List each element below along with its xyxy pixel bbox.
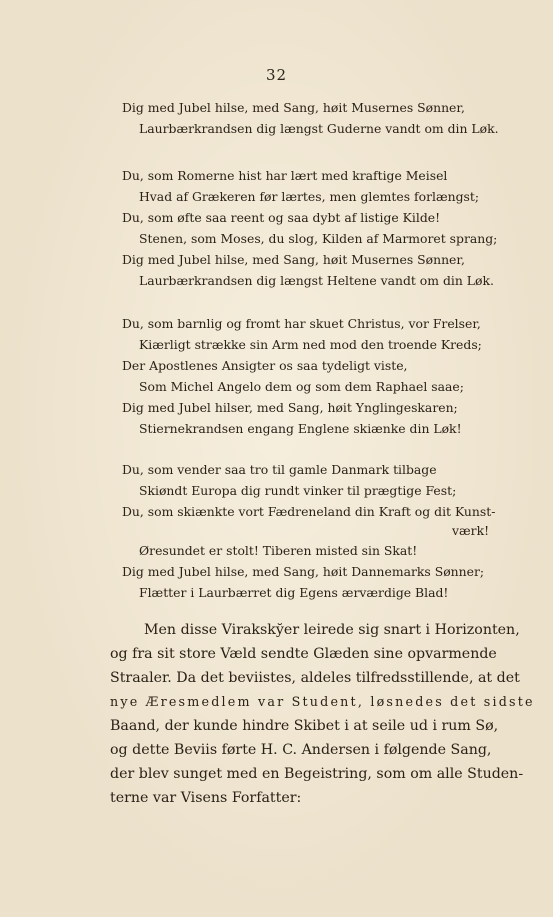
poem-line: Laurbærkrandsen dig længst Guderne vandt om din Løk.	[139, 121, 499, 136]
poem-line: Som Michel Angelo dem og som dem Raphael saae;	[139, 379, 464, 394]
poem-line: Stiernekrandsen engang Englene skiænke din Løk!	[139, 421, 462, 436]
poem-line: Du, som Romerne hist har lært med kraftige Meisel	[122, 168, 448, 183]
prose-line: og dette Beviis førte H. C. Andersen i følgende Sang,	[110, 742, 492, 758]
poem-line: Du, som barnlig og fromt har skuet Christus, vor Frelser,	[122, 316, 481, 331]
prose-line: Straaler. Da det beviistes, aldeles tilfredsstillende, at det	[110, 670, 520, 686]
poem-line: Dig med Jubel hilse, med Sang, høit Musernes Sønner,	[122, 252, 465, 267]
poem-line: Laurbærkrandsen dig længst Heltene vandt om din Løk.	[139, 273, 494, 288]
poem-line: Dig med Jubel hilser, med Sang, høit Ynglingeskaren;	[122, 400, 458, 415]
poem-line: Hvad af Grækeren før lærtes, men glemtes forlængst;	[139, 189, 480, 204]
prose-line: Men disse Viraksky̆er leirede sig snart i Horizonten,	[144, 622, 520, 638]
poem-line: Du, som skiænkte vort Fædreneland din Kraft og dit Kunst-	[122, 504, 496, 519]
poem-line: værk!	[452, 523, 490, 538]
prose-line: og fra sit store Væld sendte Glæden sine opvarmende	[110, 646, 497, 662]
poem-line: Dig med Jubel hilse, med Sang, høit Dannemarks Sønner;	[122, 564, 485, 579]
prose-line: nye Æresmedlem var Student, løsnedes det sidste	[110, 694, 535, 709]
prose-line: terne var Visens Forfatter:	[110, 790, 302, 806]
poem-line: Flætter i Laurbærret dig Egens ærværdige Blad!	[139, 585, 449, 600]
poem-line: Kiærligt strække sin Arm ned mod den troende Kreds;	[139, 337, 482, 352]
poem-line: Stenen, som Moses, du slog, Kilden af Marmoret sprang;	[139, 231, 498, 246]
poem-line: Du, som øfte saa reent og saa dybt af listige Kilde!	[122, 210, 441, 225]
prose-line: der blev sunget med en Begeistring, som om alle Studen-	[110, 766, 524, 782]
poem-line: Du, som vender saa tro til gamle Danmark tilbage	[122, 462, 437, 477]
poem-line: Øresundet er stolt! Tiberen misted sin Skat!	[139, 543, 418, 558]
page-number: 32	[265, 66, 288, 84]
poem-line: Der Apostlenes Ansigter os saa tydeligt viste,	[122, 358, 408, 373]
prose-line: Baand, der kunde hindre Skibet i at seile ud i rum Sø,	[110, 718, 499, 734]
poem-line: Dig med Jubel hilse, med Sang, høit Musernes Sønner,	[122, 100, 465, 115]
poem-line: Skiøndt Europa dig rundt vinker til prægtige Fest;	[139, 483, 457, 498]
